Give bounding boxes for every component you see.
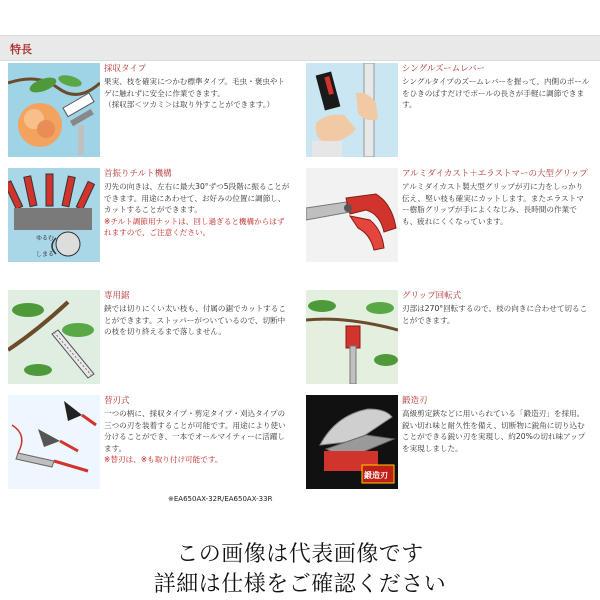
feature-tilt-mechanism: [0, 168, 295, 264]
feature-body: アルミダイカスト製大型グリップが刃に力をしっかり伝え、堅い枝も確実にカットします。またエラストマー樹脂グリップが手によくなじみ、長時間の作業でも、疲れにくくなっています。: [402, 182, 584, 226]
large-grip-image: [306, 168, 398, 262]
feature-large-grip: [298, 168, 593, 264]
feature-replaceable-blade: [0, 395, 295, 491]
tilt-tighten-label: しまる: [36, 251, 55, 258]
replaceable-blade-image: [8, 395, 100, 489]
rotating-grip-image: [306, 290, 398, 384]
feature-body: 鋏では切りにくい太い枝も、付属の鋸でカットすることができます。ストッパーがついているので、切断中の枝を切り終えるまで落しません。: [104, 304, 286, 337]
tilt-loosen-label: ゆるむ: [36, 235, 55, 242]
tilt-mechanism-image: [8, 168, 100, 262]
harvest-peach-image: [8, 63, 100, 157]
feature-body: 果実、枝を確実につかむ標準タイプ。毛虫・褒虫やトゲに触れずに安全に作業できます。 （採収部＜ツカミ＞は取り外すことができます。）: [104, 77, 285, 110]
feature-note: ※チルト調節用ナットは、回し過ぎると機構からはずれますので、ご注意ください。: [104, 216, 285, 238]
features-header: [0, 35, 600, 61]
feature-harvest-type: [0, 63, 295, 159]
model-number-note: ※EA650AX-32R/EA650AX-33R: [168, 495, 273, 503]
feature-title: 首振りチルト機構: [104, 169, 172, 179]
features-header-label: 特長: [10, 43, 32, 56]
feature-body: 一つの柄に、採収タイプ・剪定タイプ・刈込タイプの三つの刃を装着することが可能です。用途により使い分けることができ、一本でオールマイティーに活躍します。: [104, 409, 286, 453]
feature-title: 専用鋸: [104, 291, 130, 301]
representative-image-disclaimer: この画像は代表画像です: [176, 542, 424, 567]
feature-body: シングルタイプのズームレバーを握って、内側のポールをひきのばすだけでポールの長さが手軽に調節できます。: [402, 77, 590, 110]
feature-zoom-lever: [298, 63, 593, 159]
feature-title: シングルズームレバー: [402, 64, 486, 74]
feature-forged-blade: [298, 395, 593, 491]
feature-body: 刃部は270°回転するので、枝の向きに合わせて切ることができます。: [402, 304, 588, 325]
feature-body: 高級剪定鋏などに用いられている「鍛造刃」を採用。鋭い切れ味と耐久性を備え、切断物に鋭角に切り込むことができる鋭い刃を実現し、約20%の切れ味アップを実現しました。: [402, 409, 586, 453]
feature-note: ※替刃は、※も取り付け可能です。: [104, 455, 223, 465]
forged-blade-image: [306, 395, 398, 489]
check-specs-disclaimer: 詳細は仕様をご確認ください: [153, 572, 447, 597]
feature-rotating-grip: [298, 290, 593, 386]
feature-body: 刃先の向きは、左右に最大30°ずつ5段階に振ることができます。用途にあわせて、お好みの位置に調節し、カットすることができます。: [104, 182, 290, 215]
zoom-lever-image: [306, 63, 398, 157]
feature-dedicated-saw: [0, 290, 295, 386]
feature-title: グリップ回転式: [402, 291, 462, 301]
forged-blade-badge: 鍛造刃: [364, 471, 388, 480]
feature-title: アルミダイカスト＋エラストマーの大型グリップ: [402, 169, 588, 179]
feature-title: 替刃式: [104, 396, 130, 406]
feature-title: 採収タイプ: [104, 64, 147, 74]
feature-title: 鍛造刃: [402, 396, 428, 406]
saw-image: [8, 290, 100, 384]
